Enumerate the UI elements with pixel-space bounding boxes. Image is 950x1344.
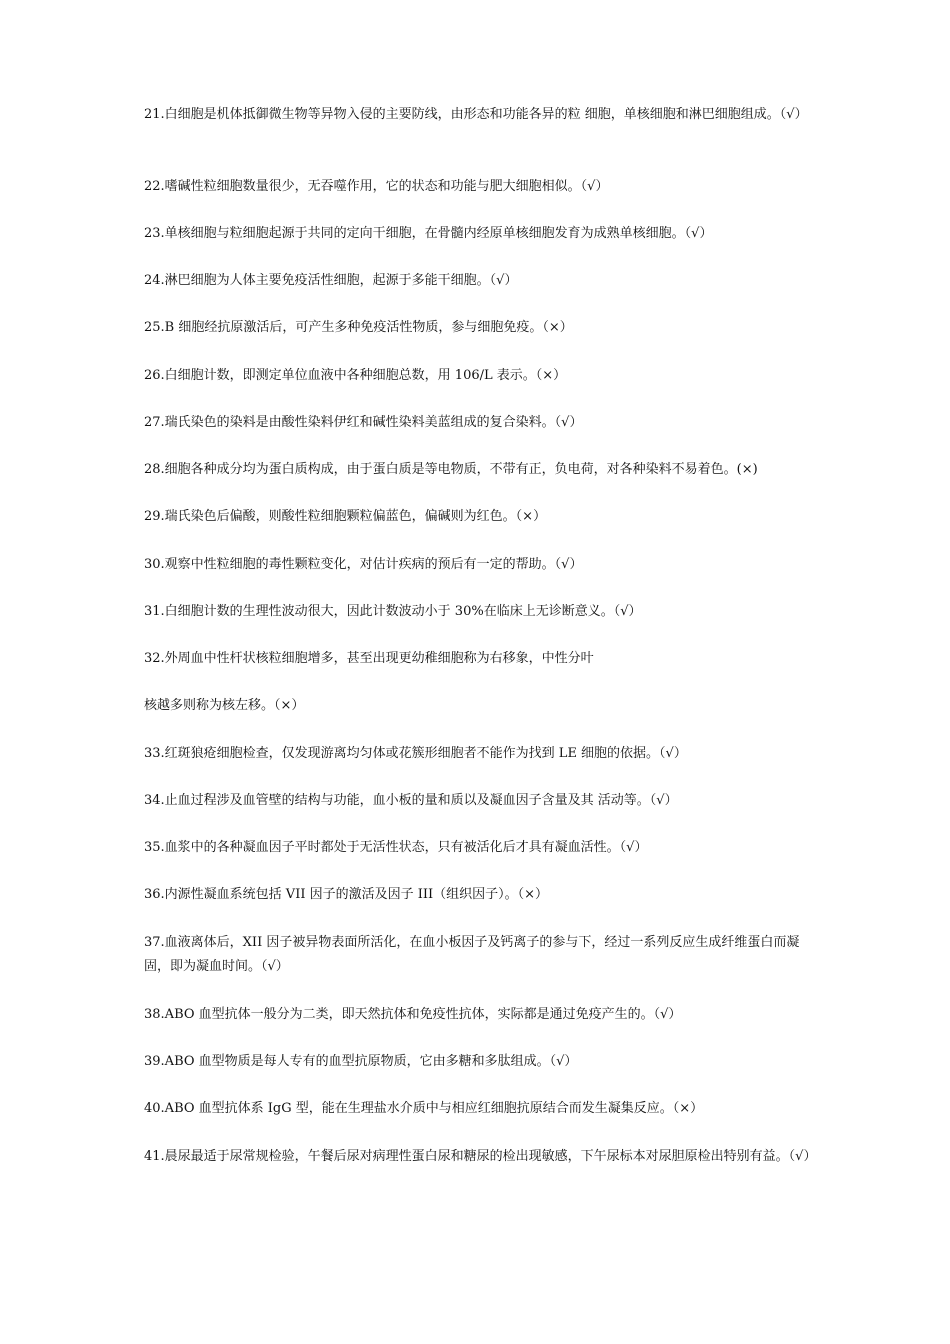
question-33: 33.红斑狼疮细胞检查，仅发现游离均匀体或花簇形细胞者不能作为找到 LE 细胞的依据。（√） [144, 746, 687, 761]
question-40: 40.ABO 血型抗体系 IgG 型，能在生理盐水介质中与相应红细胞抗原结合而发生凝集反应。（×） [144, 1101, 704, 1116]
question-41: 41.晨尿最适于尿常规检验，午餐后尿对病理性蛋白尿和糖尿的检出现敏感，下午尿标本对尿胆原检出特别有益。（√） [144, 1149, 817, 1164]
question-38: 38.ABO 血型抗体一般分为二类，即天然抗体和免疫性抗体，实际都是通过免疫产生的。（√） [144, 1007, 682, 1022]
question-29: 29.瑞氏染色后偏酸，则酸性粒细胞颗粒偏蓝色，偏碱则为红色。（×） [144, 509, 547, 524]
question-37: 37.血液离体后，XII 因子被异物表面所活化，在血小板因子及钙离子的参与下，经过一系列反应生成纤维蛋白而凝固，即为凝血时间。（√） [144, 935, 800, 974]
question-30: 30.观察中性粒细胞的毒性颗粒变化，对估计疾病的预后有一定的帮助。（√） [144, 557, 583, 572]
question-24: 24.淋巴细胞为人体主要免疫活性细胞，起源于多能干细胞。（√） [144, 273, 518, 288]
question-25: 25.B 细胞经抗原激活后，可产生多种免疫活性物质，参与细胞免疫。（×） [144, 320, 573, 335]
question-23: 23.单核细胞与粒细胞起源于共同的定向干细胞，在骨髓内经原单核细胞发育为成熟单核细胞。（√） [144, 226, 713, 241]
question-28: 28.细胞各种成分均为蛋白质构成，由于蛋白质是等电物质，不带有正，负电荷，对各种染料不易着色。(×) [144, 462, 758, 477]
question-39: 39.ABO 血型物质是每人专有的血型抗原物质，它由多糖和多肽组成。（√） [144, 1054, 578, 1069]
question-34: 34.止血过程涉及血管壁的结构与功能，血小板的量和质以及凝血因子含量及其 活动等。（√） [144, 793, 678, 808]
question-31: 31.白细胞计数的生理性波动很大，因此计数波动小于 30%在临床上无诊断意义。（√） [144, 604, 642, 619]
question-27: 27.瑞氏染色的染料是由酸性染料伊红和碱性染料美蓝组成的复合染料。（√） [144, 415, 583, 430]
question-26: 26.白细胞计数，即测定单位血液中各种细胞总数，用 106/L 表示。（×） [144, 368, 567, 383]
question-36: 36.内源性凝血系统包括 VII 因子的激活及因子 III（组织因子）。（×） [144, 887, 549, 902]
question-22: 22.嗜碱性粒细胞数量很少，无吞噬作用，它的状态和功能与肥大细胞相似。（√） [144, 179, 609, 194]
question-32: 32.外周血中性杆状核粒细胞增多，甚至出现更幼稚细胞称为右移象，中性分叶 [144, 651, 594, 666]
question-35: 35.血浆中的各种凝血因子平时都处于无活性状态，只有被活化后才具有凝血活性。（√） [144, 840, 648, 855]
question-21: 21.白细胞是机体抵御微生物等异物入侵的主要防线，由形态和功能各异的粒 细胞，单核细胞和淋巴细胞组成。（√） [144, 107, 808, 122]
question-32-continued: 核越多则称为核左移。（×） [144, 698, 305, 713]
